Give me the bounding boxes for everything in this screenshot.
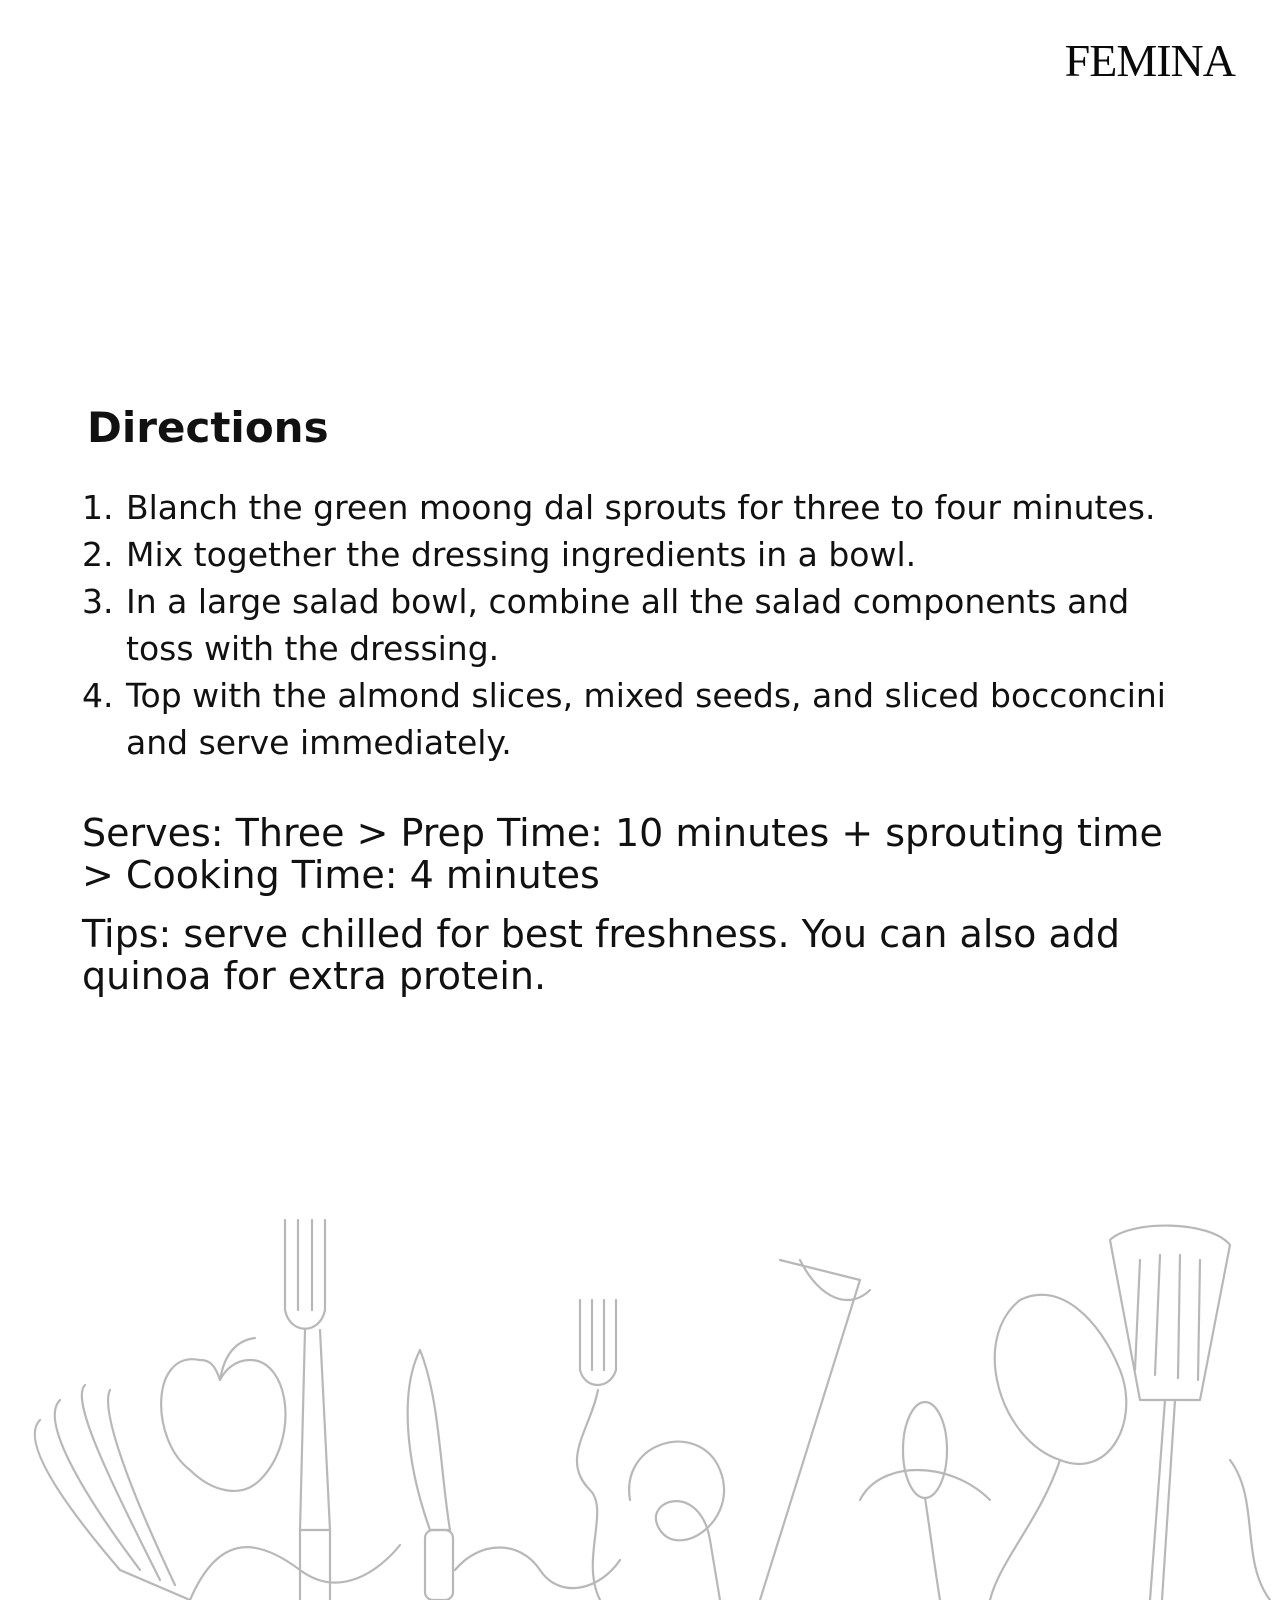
step-number: 4. [82,676,114,715]
spatula-icon [1110,1226,1230,1600]
step-text: Top with the almond slices, mixed seeds, and sliced bocconcini and serve immediately. [126,676,1166,762]
list-item [82,484,1202,531]
kitchen-utensils-illustration [0,1200,1280,1600]
serves-info: Serves: Three > Prep Time: 10 minutes + sprouting time > Cooking Time: 4 minutes [82,811,1163,897]
ladle-icon [629,1260,870,1600]
spoon-icon [903,1402,947,1600]
list-item [82,578,1202,672]
whisk-icon [35,1385,190,1600]
directions-list [82,484,1202,766]
brand-logo: FEMINA [1064,35,1235,86]
step-text: Mix together the dressing ingredients in a bowl. [126,535,917,574]
step-number: 3. [82,582,114,621]
apple-icon [161,1338,285,1491]
fork-icon [285,1220,330,1600]
step-text: In a large salad bowl, combine all the salad components and toss with the dressing. [126,582,1130,668]
step-text: Blanch the green moong dal sprouts for three to four minutes. [126,488,1156,527]
list-item [82,531,1202,578]
step-number: 2. [82,535,114,574]
serving-spoon-icon [990,1295,1126,1600]
tips-info: Tips: serve chilled for best freshness. You can also add quinoa for extra protein. [82,912,1121,998]
step-number: 1. [82,488,114,527]
knife-icon [408,1350,453,1600]
fork-icon-small [577,1300,616,1600]
directions-title: Directions [87,403,329,452]
list-item [82,672,1202,766]
